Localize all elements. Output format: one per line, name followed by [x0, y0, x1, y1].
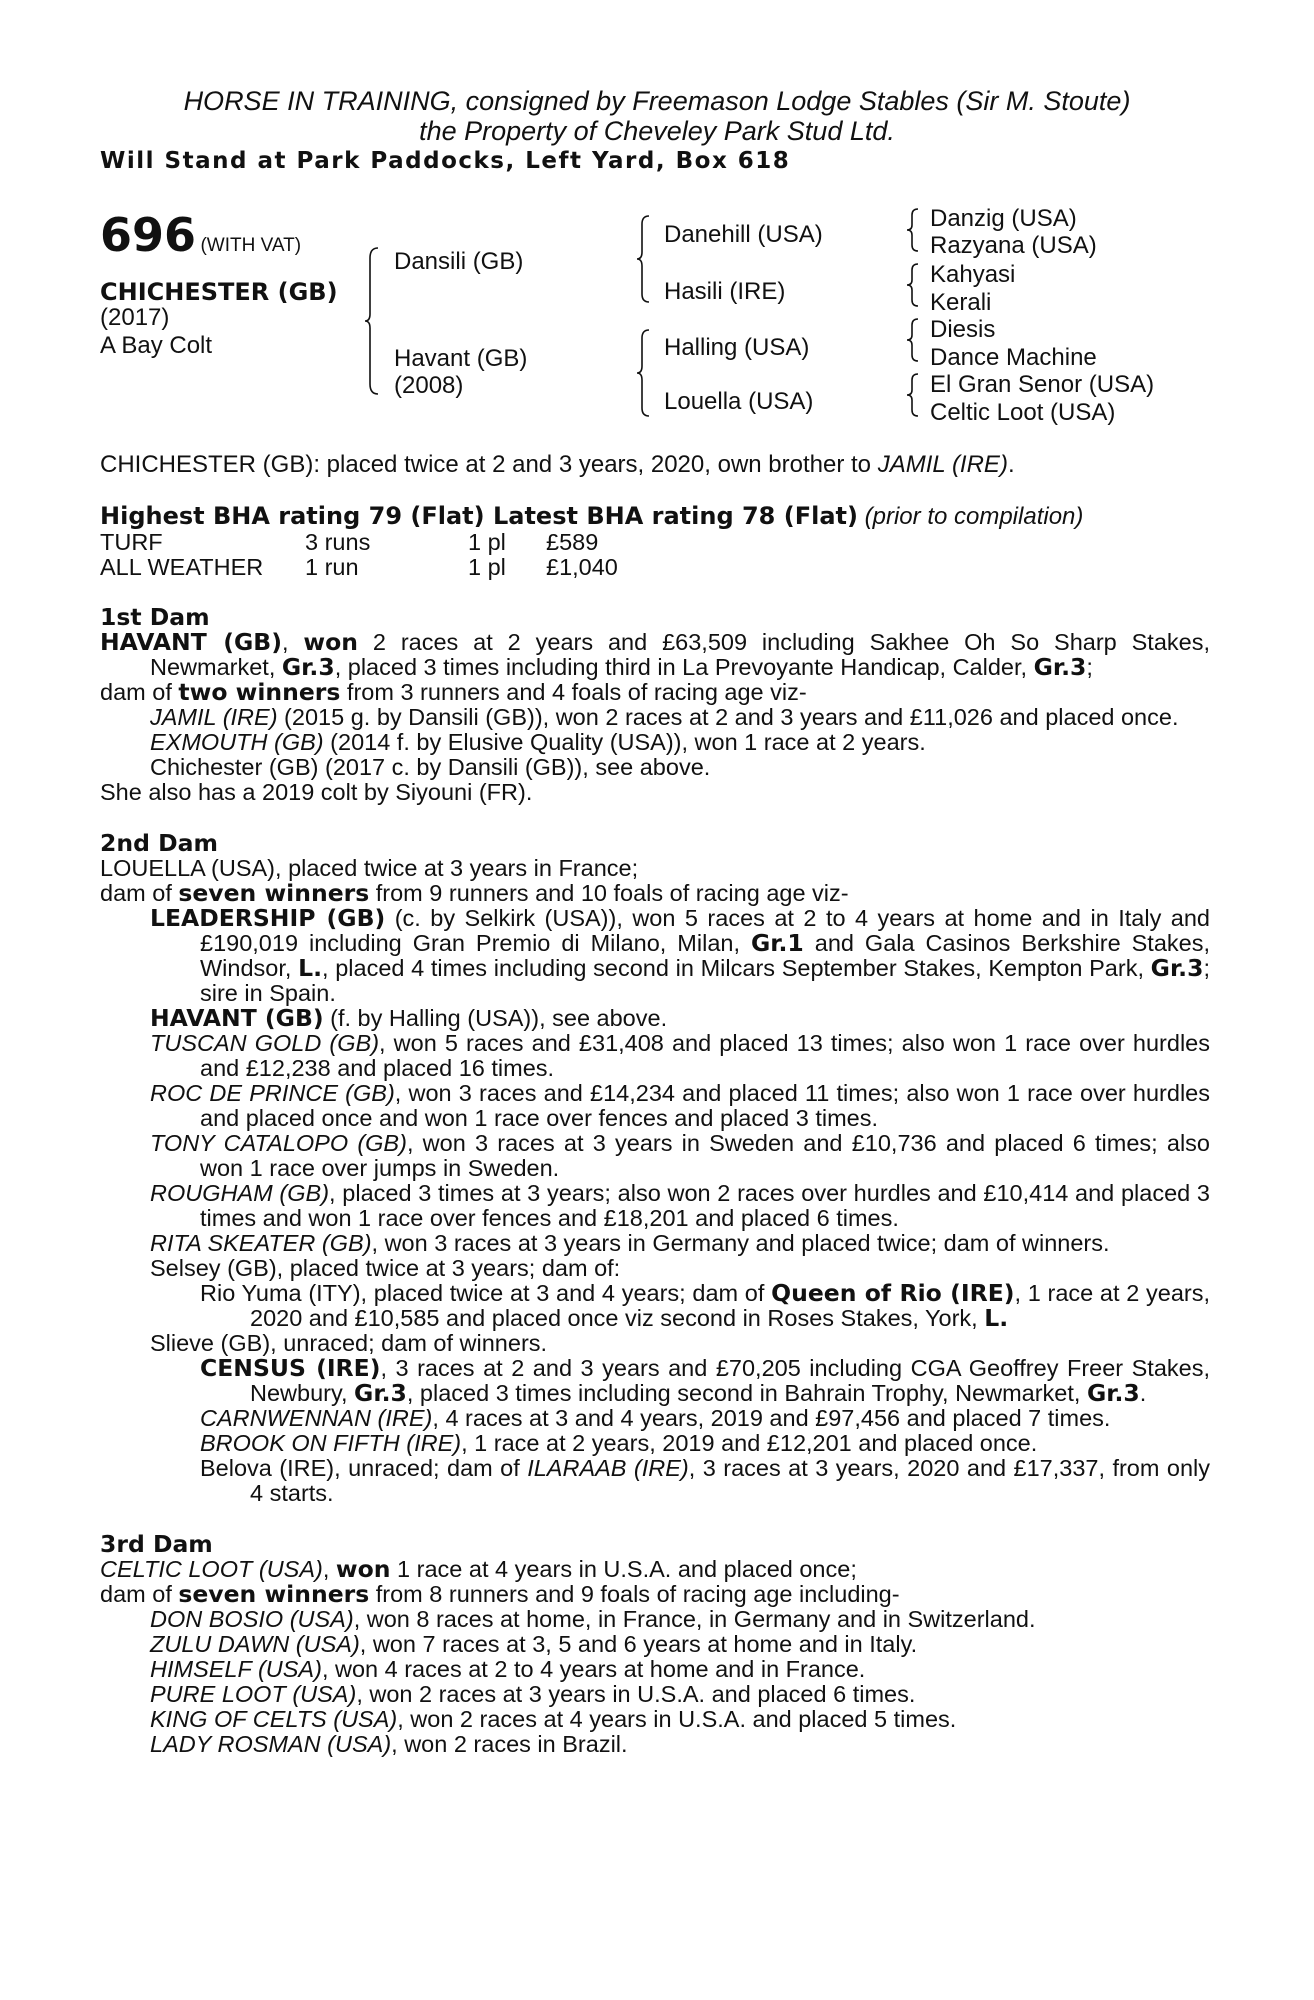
vat-label: (WITH VAT) — [200, 235, 302, 256]
pedigree-brace-g34 — [906, 262, 922, 308]
first-dam-note: She also has a 2019 colt by Siyouni (FR). — [100, 779, 533, 805]
third-dam-heading: 3rd Dam — [100, 1530, 213, 1558]
list-item: Rio Yuma (ITY), placed twice at 3 and 4 years; dam of Queen of Rio (IRE), 1 race at 2 years, 2020 and £10,585 and placed once viz second in Roses Stakes, York, L. — [200, 1279, 1210, 1332]
list-item: TONY CATALOPO (GB), won 3 races at 3 years in Sweden and £10,736 and placed 6 times; also won 1 race over jumps in Sweden. — [150, 1130, 1210, 1181]
first-dam-produce: dam of two winners from 3 runners and 4 foals of racing age viz- — [100, 678, 807, 706]
produce-record — [100, 605, 1210, 1757]
list-item: HAVANT (GB) (f. by Halling (USA)), see above. — [150, 1004, 668, 1032]
first-dam-heading: 1st Dam — [100, 603, 210, 631]
gg-8: Celtic Loot (USA) — [930, 399, 1116, 426]
list-item: ZULU DAWN (USA), won 7 races at 3, 5 and 6 years at home and in Italy. — [150, 1631, 918, 1657]
horse-summary: CHICHESTER (GB): placed twice at 2 and 3 years, 2020, own brother to JAMIL (IRE). — [100, 451, 1015, 478]
consignor-line: HORSE IN TRAINING, consigned by Freemason Lodge Stables (Sir M. Stoute) — [183, 86, 1131, 116]
gg-1: Danzig (USA) — [930, 205, 1077, 232]
list-item: JAMIL (IRE) (2015 g. by Dansili (GB)), won 2 races at 2 and 3 years and £11,026 and placed once. — [150, 704, 1179, 730]
list-item: RITA SKEATER (GB), won 3 races at 3 years in Germany and placed twice; dam of winners. — [150, 1230, 1110, 1256]
list-item: EXMOUTH (GB) (2014 f. by Elusive Quality (USA)), won 1 race at 2 years. — [150, 729, 926, 755]
race-record-row: TURF 3 runs 1 pl £589 — [100, 529, 599, 555]
list-item: TUSCAN GOLD (GB), won 5 races and £31,408 and placed 13 times; also won 1 race over hurdles and £12,238 and placed 16 times. — [150, 1030, 1210, 1081]
list-item: ROUGHAM (GB), placed 3 times at 3 years; also won 2 races over hurdles and £10,414 and placed 3 times and won 1 race over fences and £18,201 and placed 6 times. — [150, 1180, 1210, 1231]
dam-dam: Louella (USA) — [664, 388, 814, 415]
bha-rating-text: Highest BHA rating 79 (Flat) Latest BHA rating 78 (Flat) — [100, 502, 858, 530]
dam-sire: Halling (USA) — [664, 334, 810, 361]
sire: Dansili (GB) — [394, 248, 524, 275]
dam: Havant (GB) — [394, 345, 528, 372]
second-dam-record: LOUELLA (USA), placed twice at 3 years in France; — [100, 855, 639, 881]
list-item: HIMSELF (USA), won 4 races at 2 to 4 years at home and in France. — [150, 1656, 866, 1682]
bha-ratings — [100, 504, 1083, 529]
list-item: ROC DE PRINCE (GB), won 3 races and £14,234 and placed 11 times; also won 1 race over hurdles and placed once and won 1 race over fences and placed 3 times. — [150, 1080, 1210, 1131]
list-item: Belova (IRE), unraced; dam of ILARAAB (IRE), 3 races at 3 years, 2020 and £17,337, from only 4 starts. — [200, 1455, 1210, 1506]
first-dam-record: HAVANT (GB), won 2 races at 2 years and £63,509 including Sakhee Oh So Sharp Stakes, Newmarket, Gr.3, placed 3 times including third in La Prevoyante Handicap, Calder, Gr.3; — [100, 628, 1210, 681]
list-item: CENSUS (IRE), 3 races at 2 and 3 years and £70,205 including CGA Geoffrey Freer Stakes, Newbury, Gr.3, placed 3 times including second in Bahrain Trophy, Newmarket, Gr.3. — [200, 1354, 1211, 1407]
property-line: the Property of Cheveley Park Stud Ltd. — [419, 116, 895, 146]
list-item: CARNWENNAN (IRE), 4 races at 3 and 4 years, 2019 and £97,456 and placed 7 times. — [200, 1405, 1111, 1431]
pedigree-brace-g56 — [906, 317, 922, 363]
list-item: LEADERSHIP (GB) (c. by Selkirk (USA)), won 5 races at 2 to 4 years at home and in Italy and £190,019 including Gran Premio di Milano, Milan, Gr.1 and Gala Casinos Berkshire Stakes, Windsor, L., placed 4 times including second in Milcars September Stakes, Kempton Park, Gr.3; sire in Spain. — [150, 904, 1210, 1006]
second-dam-produce: dam of seven winners from 9 runners and 10 foals of racing age viz- — [100, 879, 849, 907]
horse-name: CHICHESTER (GB) — [100, 278, 338, 306]
gg-4: Kerali — [930, 289, 992, 316]
lot-number: 696 — [100, 208, 197, 262]
race-record-row: ALL WEATHER 1 run 1 pl £1,040 — [100, 554, 618, 580]
list-item: DON BOSIO (USA), won 8 races at home, in France, in Germany and in Switzerland. — [150, 1606, 1036, 1632]
list-item: KING OF CELTS (USA), won 2 races at 4 years in U.S.A. and placed 5 times. — [150, 1706, 957, 1732]
horse-year: (2017) — [100, 304, 170, 331]
gg-5: Diesis — [930, 316, 996, 343]
brother-name: JAMIL (IRE) — [877, 451, 1008, 478]
stand-location: Will Stand at Park Paddocks, Left Yard, Box 618 — [100, 148, 791, 174]
pedigree-brace-g12 — [906, 207, 922, 253]
lot-number-line — [100, 208, 301, 262]
horse-description: A Bay Colt — [100, 332, 213, 359]
dam-year: (2008) — [394, 372, 464, 399]
list-item: Selsey (GB), placed twice at 3 years; dam of: — [150, 1255, 621, 1281]
gg-7: El Gran Senor (USA) — [930, 371, 1155, 398]
gg-2: Razyana (USA) — [930, 232, 1097, 259]
second-dam-heading: 2nd Dam — [100, 829, 218, 857]
pedigree-brace-dam — [636, 328, 654, 418]
gg-3: Kahyasi — [930, 261, 1016, 288]
gg-6: Dance Machine — [930, 344, 1097, 371]
list-item: BROOK ON FIFTH (IRE), 1 race at 2 years, 2019 and £12,201 and placed once. — [200, 1430, 1038, 1456]
rating-note: (prior to compilation) — [864, 503, 1084, 530]
list-item: LADY ROSMAN (USA), won 2 races in Brazil. — [150, 1731, 628, 1757]
pedigree-brace-sire — [636, 214, 654, 304]
list-item: Slieve (GB), unraced; dam of winners. — [150, 1330, 548, 1356]
third-dam-produce: dam of seven winners from 8 runners and 9 foals of racing age including- — [100, 1580, 900, 1608]
race-record-table — [100, 530, 618, 580]
sire-dam: Hasili (IRE) — [664, 278, 786, 305]
third-dam-record: CELTIC LOOT (USA), won 1 race at 4 years in U.S.A. and placed once; — [100, 1555, 857, 1583]
list-item: Chichester (GB) (2017 c. by Dansili (GB)), see above. — [150, 754, 711, 780]
pedigree-brace-main — [364, 246, 384, 396]
pedigree-brace-g78 — [906, 372, 922, 418]
list-item: PURE LOOT (USA), won 2 races at 3 years in U.S.A. and placed 6 times. — [150, 1681, 916, 1707]
sire-sire: Danehill (USA) — [664, 221, 823, 248]
